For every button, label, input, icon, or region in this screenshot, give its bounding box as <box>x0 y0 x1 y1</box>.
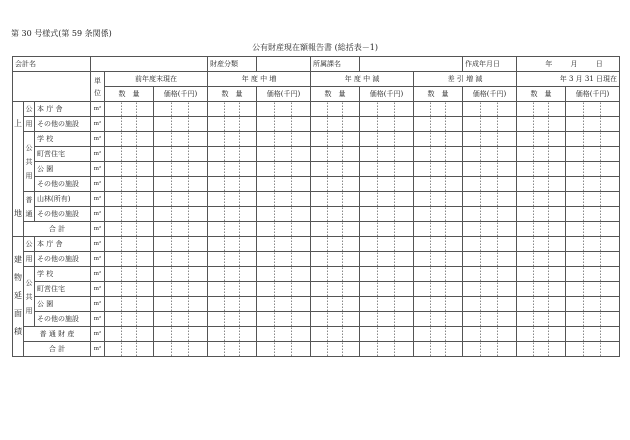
cell-price[interactable] <box>257 147 311 162</box>
row-unit: m² <box>91 102 105 117</box>
row-label: その他の施設 <box>35 207 91 222</box>
tsuu-label: 通 <box>25 209 33 218</box>
cell-qty[interactable] <box>414 102 463 117</box>
tsuki-label: 月 <box>570 59 578 68</box>
row-unit: m² <box>91 147 105 162</box>
kou-label: 公 <box>25 143 33 152</box>
cell-qty[interactable] <box>311 237 360 252</box>
row-unit: m² <box>91 342 105 357</box>
cell-price[interactable] <box>360 312 414 327</box>
table-row-total <box>13 222 620 237</box>
unit-header: 単位 <box>91 72 105 102</box>
cell-price[interactable] <box>257 102 311 117</box>
kou-label: 公 <box>24 102 35 117</box>
cell-price[interactable] <box>154 252 208 267</box>
cell-qty[interactable] <box>414 222 463 237</box>
cell-price[interactable] <box>463 132 517 147</box>
sub-header-row <box>13 87 620 102</box>
cell-price[interactable] <box>257 237 311 252</box>
cell-qty[interactable] <box>311 282 360 297</box>
cell-qty[interactable] <box>208 147 257 162</box>
cell-qty[interactable] <box>311 162 360 177</box>
cell-qty[interactable] <box>105 192 154 207</box>
cell-price[interactable] <box>566 282 620 297</box>
cell-price[interactable] <box>257 207 311 222</box>
row-unit: m² <box>91 192 105 207</box>
cell-qty[interactable] <box>208 132 257 147</box>
row-label: 山林(所有) <box>35 192 91 207</box>
col-header-1: 年 度 中 増 <box>208 72 311 87</box>
you-label: 用 <box>25 306 33 315</box>
cell-price[interactable] <box>360 327 414 342</box>
kaikei-label: 会計名 <box>13 57 91 72</box>
cell-price[interactable] <box>360 192 414 207</box>
cell-price[interactable] <box>257 162 311 177</box>
cell-qty[interactable] <box>517 282 566 297</box>
cell-price[interactable] <box>463 312 517 327</box>
table-row <box>13 282 620 297</box>
cell-price[interactable] <box>463 342 517 357</box>
row-label: 本 庁 舎 <box>35 102 91 117</box>
cell-price[interactable] <box>566 102 620 117</box>
cell-price[interactable] <box>566 342 620 357</box>
sakusei-label: 作成年月日 <box>463 57 517 72</box>
cell-price[interactable] <box>463 327 517 342</box>
cell-price[interactable] <box>360 177 414 192</box>
cell-price[interactable] <box>154 102 208 117</box>
cell-qty[interactable] <box>517 267 566 282</box>
row-unit: m² <box>91 252 105 267</box>
cell-qty[interactable] <box>105 222 154 237</box>
cell-qty[interactable] <box>105 252 154 267</box>
lower-label: 地 <box>14 209 22 218</box>
cell-qty[interactable] <box>105 267 154 282</box>
cell-qty[interactable] <box>311 132 360 147</box>
cell-qty[interactable] <box>517 102 566 117</box>
cell-qty[interactable] <box>311 117 360 132</box>
kyou-you-label <box>24 267 35 327</box>
you-label: 用 <box>25 171 33 180</box>
cell-qty[interactable] <box>105 102 154 117</box>
cell-price[interactable] <box>154 237 208 252</box>
cell-qty[interactable] <box>517 192 566 207</box>
col-header-2: 年 度 中 減 <box>311 72 414 87</box>
cell-price[interactable] <box>257 267 311 282</box>
cell-qty[interactable] <box>414 177 463 192</box>
form-title: 公有財産現在額報告書 (総括表－1) <box>252 43 378 52</box>
qty-header: 数 量 <box>517 87 566 102</box>
table-row <box>13 297 620 312</box>
row-label: その他の施設 <box>35 312 91 327</box>
cell-price[interactable] <box>566 267 620 282</box>
row-unit: m² <box>91 177 105 192</box>
cell-price[interactable] <box>257 177 311 192</box>
table-row <box>13 177 620 192</box>
table-row-total <box>13 342 620 357</box>
cell-qty[interactable] <box>414 132 463 147</box>
cell-qty[interactable] <box>105 117 154 132</box>
cell-price[interactable] <box>154 297 208 312</box>
table-row <box>13 267 620 282</box>
price-header: 価格(千円) <box>257 87 311 102</box>
futsuu-label <box>24 192 35 222</box>
cell-qty[interactable] <box>105 327 154 342</box>
cell-qty[interactable] <box>414 192 463 207</box>
header-info-row <box>13 57 620 72</box>
cell-qty[interactable] <box>311 312 360 327</box>
cell-qty[interactable] <box>414 147 463 162</box>
table-row <box>13 147 620 162</box>
cell-price[interactable] <box>463 222 517 237</box>
table-row <box>13 192 620 207</box>
table-row <box>13 237 620 252</box>
cell-price[interactable] <box>154 117 208 132</box>
cell-price[interactable] <box>463 237 517 252</box>
cell-qty[interactable] <box>208 102 257 117</box>
kyou-label: 共 <box>25 292 33 301</box>
row-label: 学 校 <box>35 132 91 147</box>
table-row <box>13 312 620 327</box>
cell-qty[interactable] <box>105 177 154 192</box>
cell-price[interactable] <box>463 267 517 282</box>
sakusei-date[interactable] <box>517 57 620 72</box>
table-row <box>13 162 620 177</box>
hi-label: 日 <box>595 59 603 68</box>
cell-qty[interactable] <box>105 297 154 312</box>
cell-qty[interactable] <box>517 132 566 147</box>
cell-qty[interactable] <box>414 162 463 177</box>
cell-price[interactable] <box>257 252 311 267</box>
row-label: その他の施設 <box>35 117 91 132</box>
cell-qty[interactable] <box>105 282 154 297</box>
cell-price[interactable] <box>463 117 517 132</box>
cell-price[interactable] <box>566 192 620 207</box>
cell-price[interactable] <box>257 297 311 312</box>
row-label: その他の施設 <box>35 252 91 267</box>
table-row <box>13 102 620 117</box>
cell-price[interactable] <box>463 177 517 192</box>
cell-qty[interactable] <box>105 132 154 147</box>
cell-qty[interactable] <box>517 327 566 342</box>
row-unit: m² <box>91 222 105 237</box>
cell-price[interactable] <box>154 162 208 177</box>
price-header: 価格(千円) <box>360 87 414 102</box>
cell-price[interactable] <box>154 222 208 237</box>
cell-qty[interactable] <box>105 147 154 162</box>
cell-qty[interactable] <box>208 162 257 177</box>
cell-price[interactable] <box>360 147 414 162</box>
cell-qty[interactable] <box>208 207 257 222</box>
cell-qty[interactable] <box>208 252 257 267</box>
cell-price[interactable] <box>154 282 208 297</box>
cell-qty[interactable] <box>208 297 257 312</box>
you-label: 用 <box>24 117 35 132</box>
cell-price[interactable] <box>154 192 208 207</box>
cell-price[interactable] <box>257 132 311 147</box>
cell-price[interactable] <box>463 252 517 267</box>
row-unit: m² <box>91 297 105 312</box>
cell-price[interactable] <box>360 207 414 222</box>
kou-label: 公 <box>25 278 33 287</box>
cell-price[interactable] <box>360 252 414 267</box>
cell-price[interactable] <box>360 222 414 237</box>
kou-label: 公 <box>24 237 35 252</box>
cell-price[interactable] <box>463 207 517 222</box>
cell-price[interactable] <box>463 282 517 297</box>
cell-qty[interactable] <box>311 222 360 237</box>
cell-price[interactable] <box>566 162 620 177</box>
blank-header <box>13 72 91 102</box>
qty-header: 数 量 <box>208 87 257 102</box>
cell-qty[interactable] <box>208 342 257 357</box>
cell-price[interactable] <box>257 342 311 357</box>
row-unit: m² <box>91 312 105 327</box>
cell-qty[interactable] <box>311 267 360 282</box>
cell-price[interactable] <box>360 282 414 297</box>
row-unit: m² <box>91 237 105 252</box>
cell-price[interactable] <box>154 312 208 327</box>
cell-qty[interactable] <box>517 207 566 222</box>
row-unit: m² <box>91 117 105 132</box>
cell-price[interactable] <box>360 102 414 117</box>
cell-price[interactable] <box>566 117 620 132</box>
price-header: 価格(千円) <box>463 87 517 102</box>
cell-qty[interactable] <box>208 327 257 342</box>
table-row <box>13 252 620 267</box>
cell-price[interactable] <box>257 327 311 342</box>
cell-price[interactable] <box>566 327 620 342</box>
cell-qty[interactable] <box>517 117 566 132</box>
cell-qty[interactable] <box>414 117 463 132</box>
cell-price[interactable] <box>154 132 208 147</box>
cell-price[interactable] <box>257 222 311 237</box>
col-header-0: 前年度末現在 <box>105 72 208 87</box>
cell-price[interactable] <box>463 147 517 162</box>
row-label: 町営住宅 <box>35 147 91 162</box>
cell-price[interactable] <box>154 342 208 357</box>
cell-price[interactable] <box>257 117 311 132</box>
zaisan-field[interactable] <box>257 57 311 72</box>
cell-price[interactable] <box>566 237 620 252</box>
cell-price[interactable] <box>154 177 208 192</box>
upper-label: 上 <box>14 119 22 128</box>
cell-qty[interactable] <box>517 312 566 327</box>
row-unit: m² <box>91 207 105 222</box>
cell-price[interactable] <box>360 267 414 282</box>
cell-price[interactable] <box>463 192 517 207</box>
cell-price[interactable] <box>566 147 620 162</box>
cell-qty[interactable] <box>517 252 566 267</box>
cell-qty[interactable] <box>517 177 566 192</box>
cell-qty[interactable] <box>105 312 154 327</box>
cell-qty[interactable] <box>414 267 463 282</box>
shozoku-label: 所属課名 <box>311 57 360 72</box>
cell-price[interactable] <box>257 192 311 207</box>
cell-price[interactable] <box>360 342 414 357</box>
qty-header: 数 量 <box>414 87 463 102</box>
row-label: 普 通 財 産 <box>24 327 91 342</box>
cell-qty[interactable] <box>208 222 257 237</box>
row-unit: m² <box>91 162 105 177</box>
row-unit: m² <box>91 327 105 342</box>
cell-price[interactable] <box>360 297 414 312</box>
cell-price[interactable] <box>154 267 208 282</box>
cell-qty[interactable] <box>414 312 463 327</box>
row-label: 町営住宅 <box>35 282 91 297</box>
cell-qty[interactable] <box>311 252 360 267</box>
cell-qty[interactable] <box>311 147 360 162</box>
price-header: 価格(千円) <box>566 87 620 102</box>
cell-qty[interactable] <box>517 342 566 357</box>
zaisan-label: 財産分類 <box>208 57 257 72</box>
row-label: 公 園 <box>35 297 91 312</box>
row-label: 本 庁 舎 <box>35 237 91 252</box>
cell-price[interactable] <box>566 312 620 327</box>
cell-qty[interactable] <box>208 267 257 282</box>
cell-price[interactable] <box>463 162 517 177</box>
cell-qty[interactable] <box>517 237 566 252</box>
cell-qty[interactable] <box>105 237 154 252</box>
cell-qty[interactable] <box>105 207 154 222</box>
nen-label: 年 <box>545 59 553 68</box>
cell-price[interactable] <box>257 312 311 327</box>
cell-qty[interactable] <box>311 327 360 342</box>
building-group-label: 建物延面積 <box>13 237 24 357</box>
qty-header: 数 量 <box>105 87 154 102</box>
cell-qty[interactable] <box>414 327 463 342</box>
cell-price[interactable] <box>566 222 620 237</box>
cell-qty[interactable] <box>208 312 257 327</box>
cell-qty[interactable] <box>208 237 257 252</box>
cell-qty[interactable] <box>208 192 257 207</box>
row-label: 公 園 <box>35 162 91 177</box>
cell-price[interactable] <box>154 327 208 342</box>
shozoku-field[interactable] <box>360 57 463 72</box>
cell-price[interactable] <box>463 297 517 312</box>
fu-label: 普 <box>25 195 33 204</box>
cell-qty[interactable] <box>105 162 154 177</box>
cell-qty[interactable] <box>208 177 257 192</box>
col-header-4: 年 3 月 31 日現在 <box>517 72 620 87</box>
table-row <box>13 207 620 222</box>
cell-price[interactable] <box>154 147 208 162</box>
cell-price[interactable] <box>360 162 414 177</box>
cell-qty[interactable] <box>414 207 463 222</box>
cell-price[interactable] <box>360 132 414 147</box>
cell-qty[interactable] <box>311 207 360 222</box>
cell-price[interactable] <box>360 117 414 132</box>
cell-qty[interactable] <box>105 342 154 357</box>
column-header-row <box>13 72 620 87</box>
row-label: その他の施設 <box>35 177 91 192</box>
cell-qty[interactable] <box>517 162 566 177</box>
kyou-you-label <box>24 132 35 192</box>
form-code: 第 30 号様式(第 59 条関係) <box>11 29 112 38</box>
cell-qty[interactable] <box>414 297 463 312</box>
asset-report-table <box>12 56 620 357</box>
cell-qty[interactable] <box>311 192 360 207</box>
cell-price[interactable] <box>566 177 620 192</box>
cell-qty[interactable] <box>208 282 257 297</box>
table-row <box>13 327 620 342</box>
cell-price[interactable] <box>154 207 208 222</box>
row-unit: m² <box>91 282 105 297</box>
kyou-label: 共 <box>25 157 33 166</box>
cell-qty[interactable] <box>517 147 566 162</box>
col-header-3: 差 引 増 減 <box>414 72 517 87</box>
you-label: 用 <box>24 252 35 267</box>
qty-header: 数 量 <box>311 87 360 102</box>
cell-qty[interactable] <box>208 117 257 132</box>
table-row <box>13 132 620 147</box>
price-header: 価格(千円) <box>154 87 208 102</box>
cell-qty[interactable] <box>311 342 360 357</box>
cell-price[interactable] <box>257 282 311 297</box>
cell-qty[interactable] <box>414 282 463 297</box>
row-unit: m² <box>91 132 105 147</box>
cell-qty[interactable] <box>311 177 360 192</box>
cell-price[interactable] <box>566 297 620 312</box>
cell-qty[interactable] <box>517 297 566 312</box>
row-unit: m² <box>91 267 105 282</box>
cell-qty[interactable] <box>311 102 360 117</box>
cell-qty[interactable] <box>414 252 463 267</box>
table-row <box>13 117 620 132</box>
cell-price[interactable] <box>566 132 620 147</box>
row-label: 学 校 <box>35 267 91 282</box>
kaikei-field[interactable] <box>91 57 208 72</box>
cell-price[interactable] <box>566 207 620 222</box>
total-label: 合 計 <box>24 222 91 237</box>
cell-qty[interactable] <box>311 297 360 312</box>
cell-price[interactable] <box>360 237 414 252</box>
land-group-label <box>13 102 24 237</box>
cell-price[interactable] <box>566 252 620 267</box>
cell-qty[interactable] <box>414 342 463 357</box>
cell-price[interactable] <box>463 102 517 117</box>
cell-qty[interactable] <box>414 237 463 252</box>
cell-qty[interactable] <box>517 222 566 237</box>
total-label: 合 計 <box>24 342 91 357</box>
